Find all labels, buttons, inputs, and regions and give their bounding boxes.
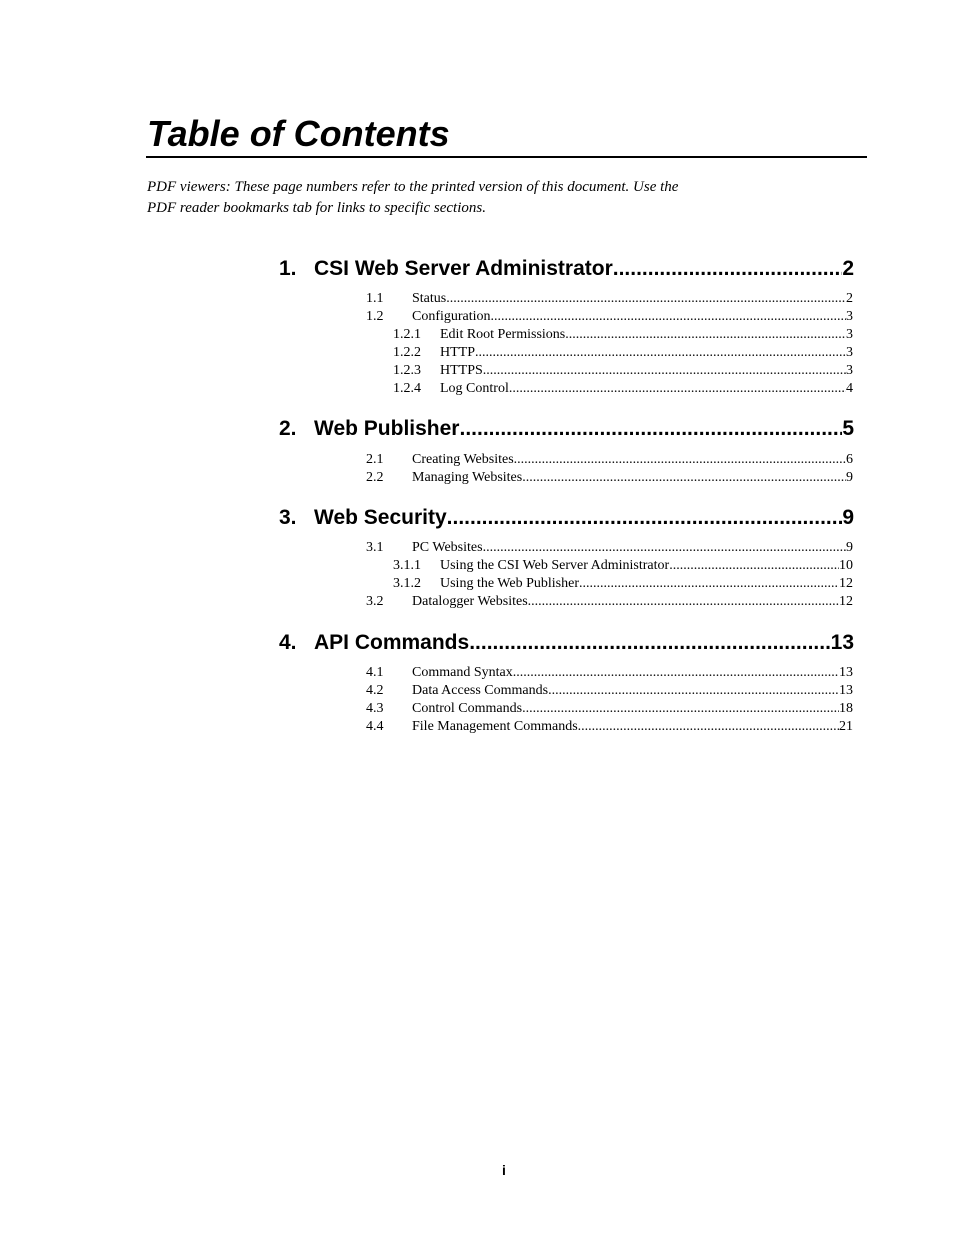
toc-dot-leader [475, 344, 846, 362]
toc-section-number: 4.4 [366, 719, 384, 734]
toc-section-title: Web Security [314, 506, 447, 529]
toc-section-number: 1. [279, 257, 297, 280]
toc-page-number: 4 [846, 381, 853, 396]
toc-section-title: HTTP [440, 345, 475, 360]
toc-page-number: 6 [846, 452, 853, 467]
toc-section-title: Web Publisher [314, 417, 460, 440]
toc-section-title: PC Websites [412, 540, 483, 555]
toc-dot-leader [483, 362, 846, 380]
toc-page-number: 12 [839, 594, 853, 609]
toc-section-title: Creating Websites [412, 452, 514, 467]
toc-section-title: Control Commands [412, 701, 523, 716]
toc-entry-1-2-1[interactable] [393, 326, 853, 344]
toc-section-number: 2.1 [366, 452, 384, 467]
toc-entry-1-1[interactable] [366, 290, 853, 308]
toc-section-title: Edit Root Permissions [440, 327, 566, 342]
toc-section-number: 3. [279, 506, 297, 529]
toc-entry-4[interactable] [279, 629, 854, 657]
toc-section-number: 4.1 [366, 665, 384, 680]
toc-page-number: 21 [839, 719, 853, 734]
toc-dot-leader [578, 718, 839, 736]
toc-dot-leader [509, 380, 846, 398]
toc-page-number: 9 [842, 506, 854, 529]
toc-page-number: 9 [846, 540, 853, 555]
toc-page-number: 3 [846, 345, 853, 360]
toc-dot-leader [528, 593, 839, 611]
toc-page-number: 3 [846, 363, 853, 378]
toc-dot-leader [565, 326, 846, 344]
page-title: Table of Contents [147, 113, 450, 154]
toc-section-title: Configuration [412, 309, 491, 324]
toc-entry-3-1[interactable] [366, 539, 853, 557]
toc-entry-2-1[interactable] [366, 451, 853, 469]
toc-section-number: 4. [279, 631, 297, 654]
toc-section-title: Using the Web Publisher [440, 576, 579, 591]
toc-entry-2-2[interactable] [366, 469, 853, 487]
toc-section-number: 4.2 [366, 683, 384, 698]
toc-section-title: Managing Websites [412, 470, 523, 485]
toc-section-title: HTTPS [440, 363, 483, 378]
toc-entry-4-1[interactable] [366, 664, 853, 682]
toc-section-number: 1.2 [366, 309, 384, 324]
toc-dot-leader [483, 539, 846, 557]
toc-section-number: 1.2.1 [393, 327, 421, 342]
toc-entry-3[interactable] [279, 504, 854, 532]
toc-entry-3-2[interactable] [366, 593, 853, 611]
toc-page-number: 13 [839, 683, 853, 698]
toc-entry-1-2-3[interactable] [393, 362, 853, 380]
toc-section-title: Command Syntax [412, 665, 513, 680]
toc-entry-4-2[interactable] [366, 682, 853, 700]
toc-section-title: Datalogger Websites [412, 594, 528, 609]
toc-section-number: 1.2.2 [393, 345, 421, 360]
toc-page-number: 9 [846, 470, 853, 485]
toc-page-number: 2 [846, 291, 853, 306]
toc-section-number: 2. [279, 417, 297, 440]
toc-dot-leader [514, 451, 846, 469]
toc-page-number: 13 [830, 631, 854, 654]
toc-section-title: Using the CSI Web Server Administrator [440, 558, 670, 573]
toc-section-number: 2.2 [366, 470, 384, 485]
toc-section-title: CSI Web Server Administrator [314, 257, 613, 280]
toc-entry-1-2[interactable] [366, 308, 853, 326]
toc-section-number: 4.3 [366, 701, 384, 716]
toc-dot-leader [446, 290, 846, 308]
toc-entry-3-1-2[interactable] [393, 575, 853, 593]
toc-dot-leader [613, 255, 843, 283]
toc-entry-3-1-1[interactable] [393, 557, 853, 575]
toc-page-number: 3 [846, 327, 853, 342]
toc-entry-1[interactable] [279, 255, 854, 283]
toc-page-number: 3 [846, 309, 853, 324]
toc-section-title: Data Access Commands [412, 683, 549, 698]
toc-section-title: File Management Commands [412, 719, 578, 734]
toc-page-number: 2 [842, 257, 854, 280]
toc-dot-leader [513, 664, 839, 682]
pdf-viewer-note: PDF viewers: These page numbers refer to the printed version of this document. Use the PDF reader bookmarks tab for links to specific sections. [147, 179, 679, 216]
toc-section-number: 1.2.3 [393, 363, 421, 378]
toc-entry-1-2-2[interactable] [393, 344, 853, 362]
toc-dot-leader [447, 504, 843, 532]
toc-dot-leader [669, 557, 839, 575]
toc-dot-leader [579, 575, 839, 593]
toc-dot-leader [522, 469, 846, 487]
toc-page-number: 5 [842, 417, 854, 440]
toc-page-number: 12 [839, 576, 853, 591]
toc-entry-4-4[interactable] [366, 718, 853, 736]
toc-dot-leader [491, 308, 846, 326]
toc-dot-leader [522, 700, 839, 718]
toc-dot-leader [459, 415, 842, 443]
toc-section-number: 3.1.1 [393, 558, 421, 573]
toc-section-number: 1.2.4 [393, 381, 421, 396]
toc-entry-1-2-4[interactable] [393, 380, 853, 398]
toc-section-number: 1.1 [366, 291, 384, 306]
toc-dot-leader [469, 629, 830, 657]
toc-page-number: 18 [839, 701, 853, 716]
toc-page-number: 13 [839, 665, 853, 680]
toc-section-number: 3.1.2 [393, 576, 421, 591]
toc-section-title: Log Control [440, 381, 509, 396]
toc-section-title: API Commands [314, 631, 470, 654]
toc-section-number: 3.1 [366, 540, 384, 555]
toc-entry-2[interactable] [279, 415, 854, 443]
toc-dot-leader [548, 682, 839, 700]
page-number: i [502, 1162, 506, 1178]
toc-entry-4-3[interactable] [366, 700, 853, 718]
toc-section-title: Status [412, 291, 447, 306]
toc-page-number: 10 [839, 558, 853, 573]
toc-section-number: 3.2 [366, 594, 384, 609]
